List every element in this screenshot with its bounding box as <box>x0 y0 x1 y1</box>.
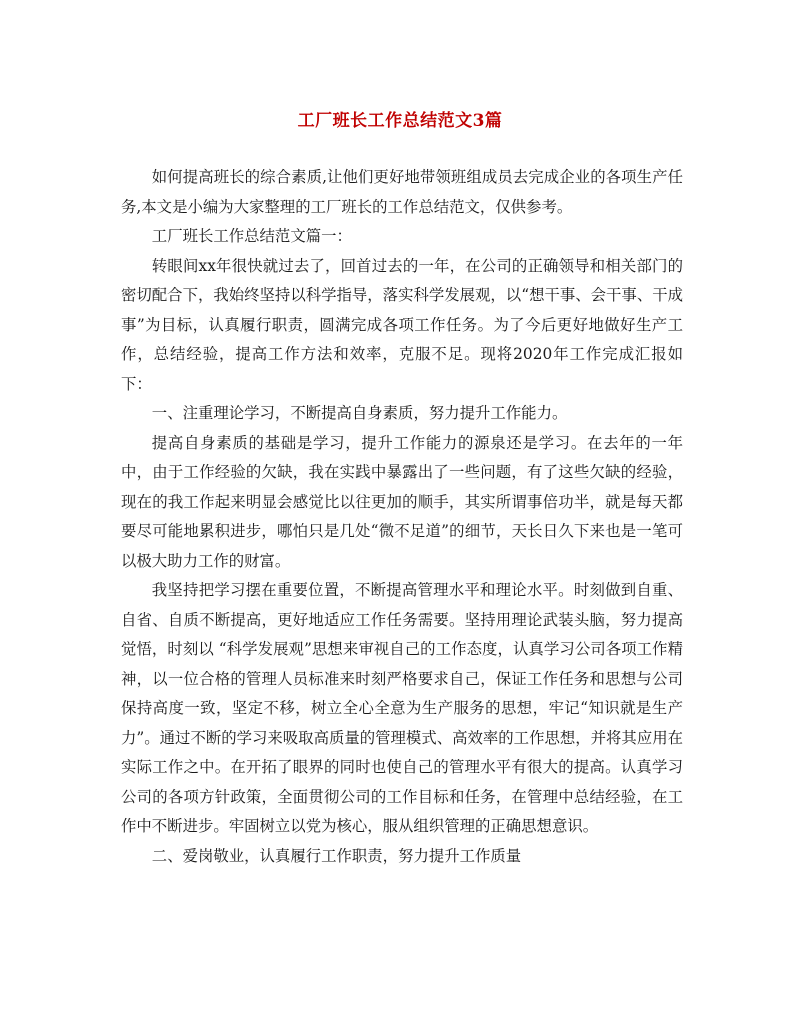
paragraph-learning: 我坚持把学习摆在重要位置，不断提高管理水平和理论水平。时刻做到自重、自省、自质不断提高，更好地适应工作任务需要。坚持用理论武装头脑，努力提高觉悟，时刻以 “科学发展观”思想来审视自己的工作态度，认真学习公司各项工作精神，以一位合格的管理人员标准来时刻严格要求自己，保证工作任务和思想与公司保持高度一致，坚定不移，树立全心全意为生产服务的思想，牢记“知识就是生产力”。通过不断的学习来吸取高质量的管理模式、高效率的工作思想，并将其应用在实际工作之中。在开拓了眼界的同时也使自己的管理水平有很大的提高。认真学习公司的各项方针政策，全面贯彻公司的工作目标和任务，在管理中总结经验，在工作中不断进步。牢固树立以党为核心，服从组织管理的正确思想意识。 <box>121 581 683 835</box>
paragraph-intro: 如何提高班长的综合素质,让他们更好地带领班组成员去完成企业的各项生产任务,本文是小编为大家整理的工厂班长的工作总结范文，仅供参考。 <box>121 168 683 216</box>
paragraph-section-heading: 工厂班长工作总结范文篇一： <box>151 227 352 245</box>
document-body <box>121 163 683 871</box>
paragraph-summary-opening: 转眼间xx年很快就过去了，回首过去的一年，在公司的正确领导和相关部门的密切配合下，我始终坚持以科学指导，落实科学发展观，以“想干事、会干事、干成事”为目标，认真履行职责，圆满完成各项工作任务。为了今后更好地做好生产工作，总结经验，提高工作方法和效率，克服不足。现将2020年工作完成汇报如下： <box>121 256 683 393</box>
paragraph-self-improvement: 提高自身素质的基础是学习，提升工作能力的源泉还是学习。在去年的一年中，由于工作经验的欠缺，我在实践中暴露出了一些问题，有了这些欠缺的经验，现在的我工作起来明显会感觉比以往更加的顺手，其实所谓事倍功半，就是每天都要尽可能地累积进步，哪怕只是几处“微不足道”的细节，天长日久下来也是一笔可以极大助力工作的财富。 <box>121 433 683 570</box>
paragraph-heading-one: 一、注重理论学习，不断提高自身素质，努力提升工作能力。 <box>151 404 568 422</box>
document-title: 工厂班长工作总结范文3篇 <box>297 111 503 131</box>
paragraph-heading-two: 二、爱岗敬业，认真履行工作职责，努力提升工作质量 <box>151 846 522 865</box>
